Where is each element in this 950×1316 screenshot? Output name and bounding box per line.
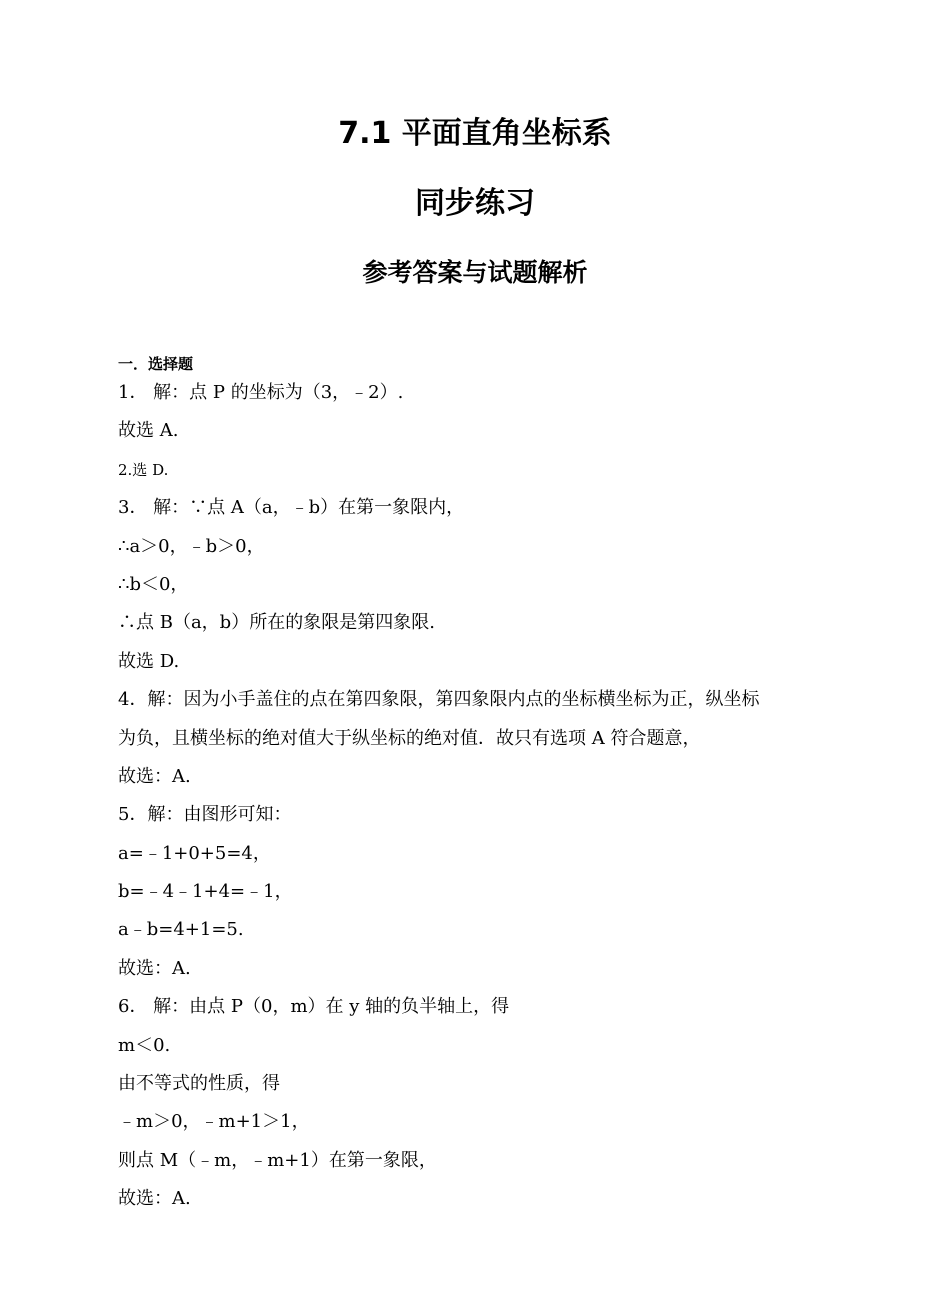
answer-line: 故选 A.	[118, 420, 179, 442]
answer-line: a=﹣1+0+5=4，	[118, 842, 271, 864]
answer-line: 3． 解：∵点 A（a，﹣b）在第一象限内，	[118, 497, 465, 519]
answer-line: 4．解：因为小手盖住的点在第四象限，第四象限内点的坐标横坐标为正，纵坐标	[118, 689, 760, 711]
answer-line: a﹣b=4+1=5.	[118, 919, 244, 941]
answer-line: 为负，且横坐标的绝对值大于纵坐标的绝对值．故只有选项 A 符合题意，	[118, 727, 701, 749]
answer-line: ∴b＜0，	[118, 573, 189, 595]
answer-line: 1． 解：点 P 的坐标为（3，﹣2）.	[118, 382, 404, 403]
document-subtitle: 同步练习	[415, 186, 535, 221]
answer-line: ∴点 B（a，b）所在的象限是第四象限.	[118, 612, 435, 634]
answer-line: 则点 M（﹣m，﹣m+1）在第一象限，	[118, 1149, 437, 1171]
section-heading-choice: 一．选择题	[118, 355, 194, 373]
answer-line: 2.选 D.	[118, 460, 169, 479]
answer-line: 故选 D.	[118, 650, 180, 672]
answer-line: ﹣m＞0，﹣m+1＞1，	[118, 1111, 310, 1133]
answer-line: 故选：A.	[118, 957, 191, 979]
answer-line: 故选：A.	[118, 1188, 191, 1210]
answer-body	[118, 374, 838, 1219]
answer-line: b=﹣4﹣1+4=﹣1，	[118, 881, 293, 903]
answers-heading: 参考答案与试题解析	[362, 258, 588, 287]
answer-line: 6． 解：由点 P（0，m）在 y 轴的负半轴上，得	[118, 996, 510, 1018]
answer-line: 5．解：由图形可知：	[118, 804, 292, 826]
answer-line: ∴a＞0，﹣b＞0，	[118, 535, 265, 557]
document-title: 7.1 平面直角坐标系	[338, 116, 612, 151]
answer-line: 故选：A.	[118, 765, 191, 787]
answer-line: 由不等式的性质，得	[118, 1073, 280, 1095]
answer-line: m＜0.	[118, 1034, 171, 1056]
